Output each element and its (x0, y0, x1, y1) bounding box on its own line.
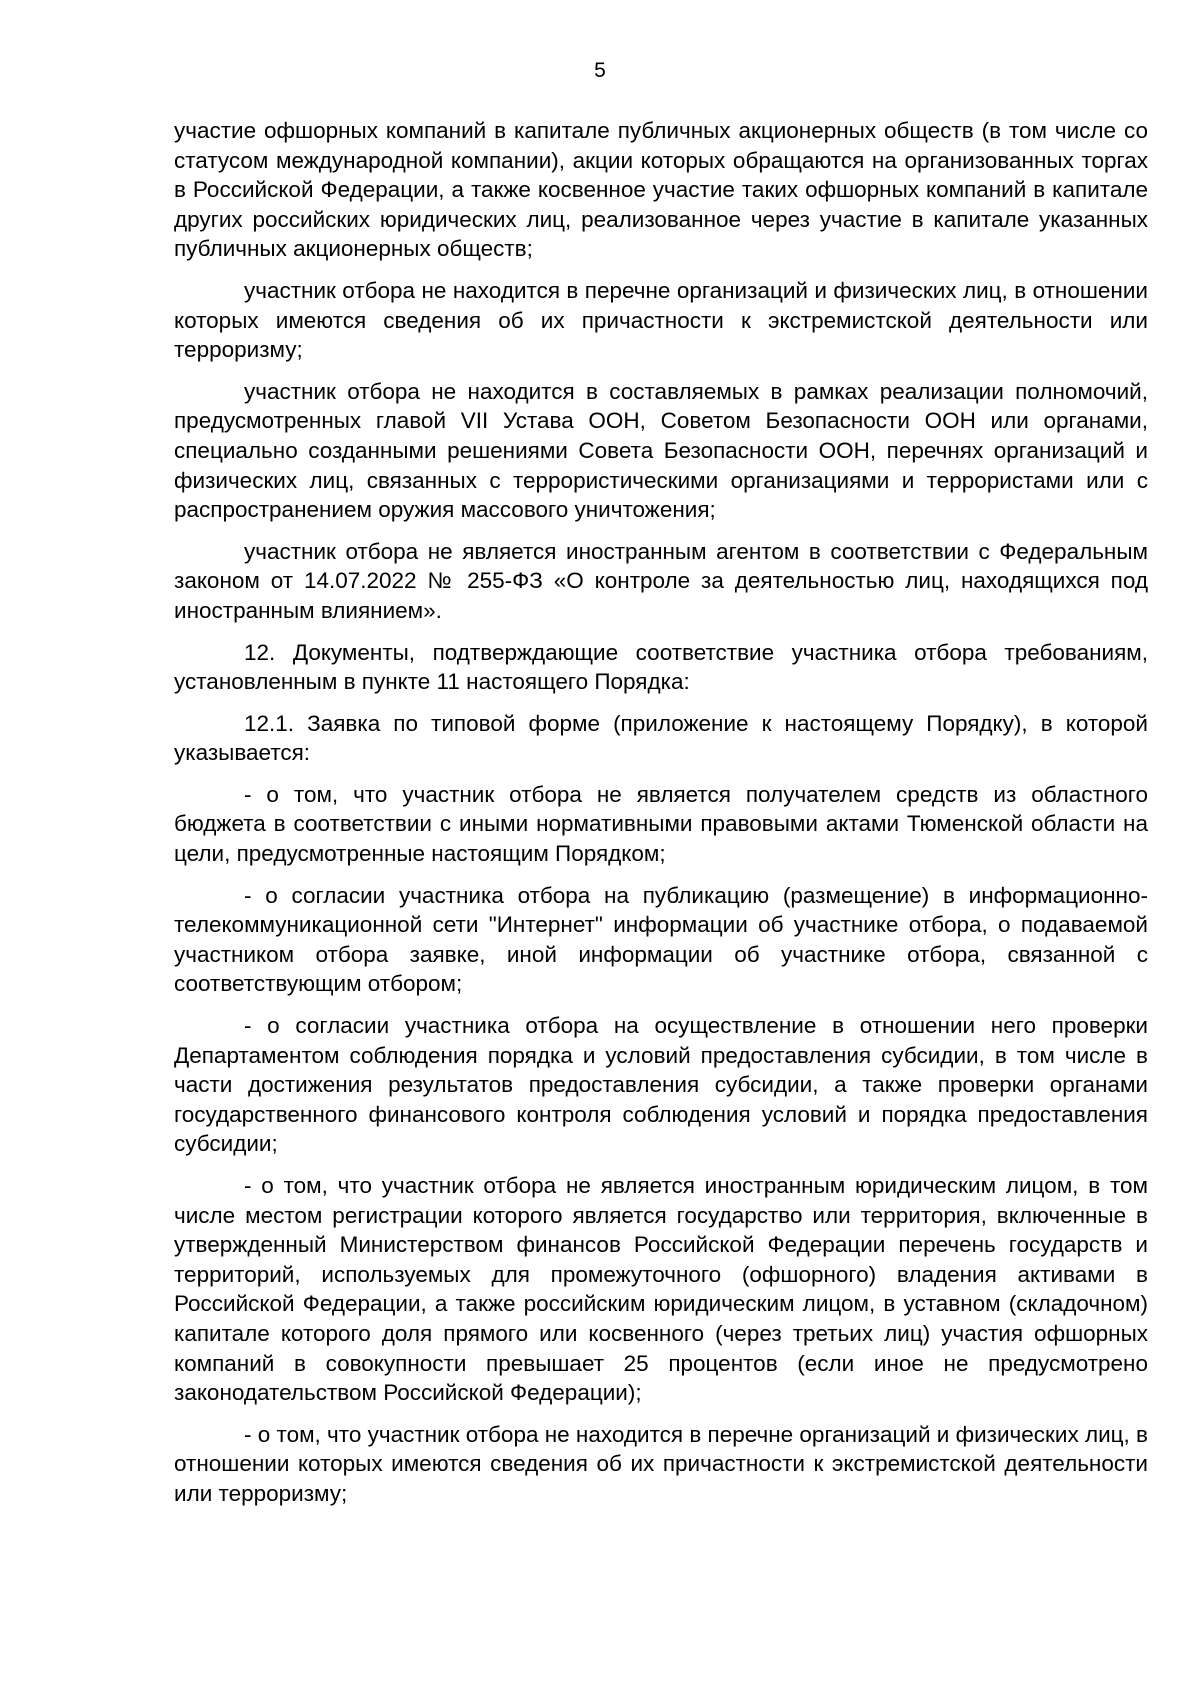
paragraph-foreign-agent: участник отбора не является иностранным агентом в соответствии с Федеральным законом от 14.07.2022 № 255-ФЗ «О контроле за деятельностью лиц, находящихся под иностранным влиянием». (174, 538, 1148, 623)
paragraph-continuation: участие офшорных компаний в капитале публичных акционерных обществ (в том числе со статусом международной компании), акции которых обращаются на организованных торгах в Российской Федерации, а также косвенное участие таких офшорных компаний в капитале других российских юридических лиц, реализованное через участие в капитале указанных публичных акционерных обществ; (174, 118, 1148, 262)
page-number: 5 (594, 59, 606, 82)
paragraph-item-12: 12. Документы, подтверждающие соответствие участника отбора требованиям, установленным в пункте 11 настоящего Порядка: (174, 639, 1148, 695)
paragraph-not-budget-recipient: - о том, что участник отбора не является получателем средств из областного бюджета в соответствии с иными нормативными правовыми актами Тюменской области на цели, предусмотренные настоящим Порядком; (174, 781, 1148, 867)
paragraph-un-sanctions-list: участник отбора не находится в составляемых в рамках реализации полномочий, предусмотренных главой VII Устава ООН, Советом Безопасности ООН или органами, специально созданными решениями Совета Безопасности ООН, перечнях организаций и физических лиц, связанных с террористическими организациями и террористами или с распространением оружия массового уничтожения; (174, 378, 1148, 523)
paragraph-audit-consent: - о согласии участника отбора на осуществление в отношении него проверки Департаментом соблюдения порядка и условий предоставления субсидии, в том числе в части достижения результатов предоставления субсидии, а также проверки органами государственного финансового контроля соблюдения условий и порядка предоставления субсидии; (174, 1013, 1148, 1157)
paragraph-extremism-list: участник отбора не находится в перечне организаций и физических лиц, в отношении которых имеются сведения об их причастности к экстремистской деятельности или терроризму; (174, 277, 1148, 363)
paragraph-not-foreign-entity: - о том, что участник отбора не является иностранным юридическим лицом, в том числе местом регистрации которого является государство или территория, включенные в утвержденный Министерством финансов Российской Федерации перечень государств и территорий, используемых для промежуточного (офшорного) владения активами в Российской Федерации, а также российским юридическим лицом, в уставном (складочном) капитале которого доля прямого или косвенного (через третьих лиц) участия офшорных компаний в совокупности превышает 25 процентов (если иное не предусмотрено законодательством Российской Федерации); (174, 1173, 1148, 1406)
paragraph-item-12-1: 12.1. Заявка по типовой форме (приложение к настоящему Порядку), в которой указывается: (174, 710, 1148, 766)
document-body (174, 116, 1148, 1521)
paragraph-not-in-extremism-list: - о том, что участник отбора не находится в перечне организаций и физических лиц, в отношении которых имеются сведения об их причастности к экстремистской деятельности или терроризму; (174, 1421, 1148, 1506)
paragraph-publication-consent: - о согласии участника отбора на публикацию (размещение) в информационно-телекоммуникационной сети "Интернет" информации об участнике отбора, о подаваемой участником отбора заявке, иной информации об участнике отбора, связанной с соответствующим отбором; (174, 882, 1148, 997)
